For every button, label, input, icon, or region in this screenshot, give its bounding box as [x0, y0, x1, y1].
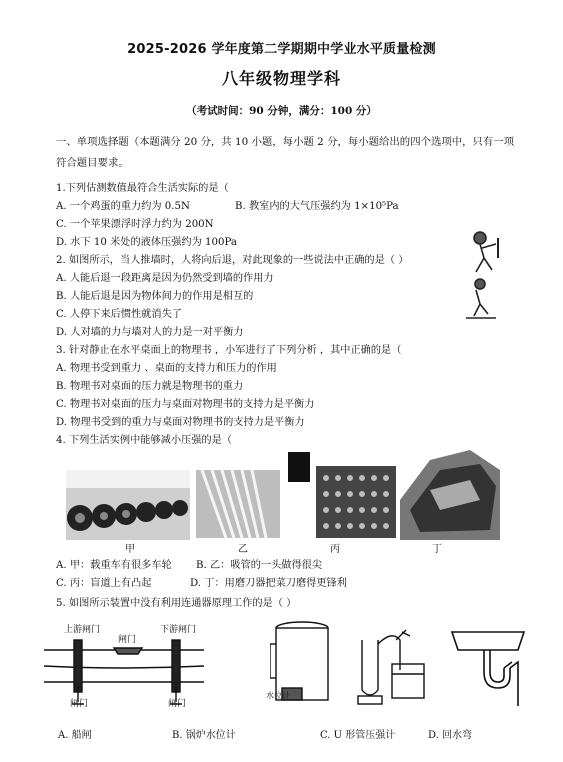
q5-fig-label-upper-gate: 上游闸门 [64, 625, 101, 635]
q4-label-bing: 丙 [330, 544, 340, 555]
q3-stem: 3. 针对静止在水平桌面上的物理书 ，小军进行了下列分析 ，其中正确的是（ [56, 345, 402, 356]
q2-figure-person-pushing-wall [462, 224, 522, 324]
q5-figure-u-tube-manometer [352, 620, 432, 710]
section1-instructions-line2: 符合题目要求。 [56, 157, 129, 169]
q1-stem: 1.下列估测数值最符合生活实际的是（ [56, 183, 229, 194]
q5-option-b: B. 锅炉水位计 [172, 730, 236, 741]
q3-option-d: D. 物理书受到的重力与桌面对物理书的支持力是平衡力 [56, 417, 305, 428]
q3-option-b: B. 物理书对桌面的压力就是物理书的重力 [56, 381, 244, 392]
q4-image-tactile-paving [286, 450, 406, 538]
q5-fig-label-gate-bottom-1: 闸门 [70, 699, 89, 709]
q5-figure-sink-trap [448, 622, 528, 708]
q5-option-c: C. U 形管压强计 [320, 730, 396, 741]
q1-option-d: D. 水下 10 米处的液体压强约为 100Pa [56, 237, 237, 248]
q2-option-a: A. 人能后退一段距离是因为仍然受到墙的作用力 [56, 273, 274, 284]
section1-instructions-line1: 一、单项选择题（本题满分 20 分，共 10 小题，每小题 2 分，每小题给出的四个选项中，只有一项 [56, 136, 515, 148]
q5-option-d: D. 回水弯 [428, 730, 473, 741]
q3-option-a: A. 物理书受到重力 、桌面的支持力和压力的作用 [56, 363, 277, 374]
q4-option-b: B. 乙：吸管的一头做得很尖 [196, 560, 323, 571]
q2-option-d: D. 人对墙的力与墙对人的力是一对平衡力 [56, 327, 244, 338]
q4-image-straws [196, 470, 280, 538]
exam-info: （考试时间：90 分钟，满分：100 分） [186, 105, 377, 117]
q3-option-c: C. 物理书对桌面的压力与桌面对物理书的支持力是平衡力 [56, 399, 315, 410]
q5-option-a: A. 船闸 [58, 730, 92, 741]
q5-fig-label-gate: 闸门 [118, 635, 137, 645]
q2-option-b: B. 人能后退是因为物体间力的作用是相互的 [56, 291, 254, 302]
q4-option-d: D. 丁：用磨刀器把菜刀磨得更锋利 [190, 578, 347, 589]
q4-label-yi: 乙 [238, 544, 248, 555]
q2-option-c: C. 人停下来后惯性就消失了 [56, 309, 182, 320]
q4-label-ding: 丁 [432, 544, 442, 555]
q4-image-knife-sharpener [400, 440, 500, 540]
q4-label-jia: 甲 [125, 544, 135, 555]
exam-title: 2025-2026 学年度第二学期期中学业水平质量检测 [127, 42, 436, 57]
q2-stem: 2. 如图所示，当人推墙时，人将向后退，对此现象的一些说法中正确的是（ ） [56, 255, 409, 266]
q5-fig-label-lower-gate: 下游闸门 [160, 625, 197, 635]
q5-stem: 5. 如图所示装置中没有利用连通器原理工作的是（ ） [56, 598, 297, 609]
q4-stem: 4. 下列生活实例中能够减小压强的是（ [56, 435, 232, 446]
exam-subject: 八年级物理学科 [221, 69, 341, 88]
q4-option-a: A. 甲：载重车有很多车轮 [56, 560, 172, 571]
q5-fig-label-gate-bottom-2: 闸门 [168, 699, 187, 709]
q4-image-truck-wheels [66, 470, 190, 540]
q4-option-c: C. 丙：盲道上有凸起 [56, 578, 152, 589]
q1-option-b: B. 教室内的大气压强约为 1×10⁵Pa [235, 201, 399, 212]
q1-option-c: C. 一个苹果漂浮时浮力约为 200N [56, 219, 214, 230]
q1-option-a: A. 一个鸡蛋的重力约为 0.5N [56, 201, 190, 212]
q5-fig-label-water-gauge: 水位计 [266, 691, 290, 700]
